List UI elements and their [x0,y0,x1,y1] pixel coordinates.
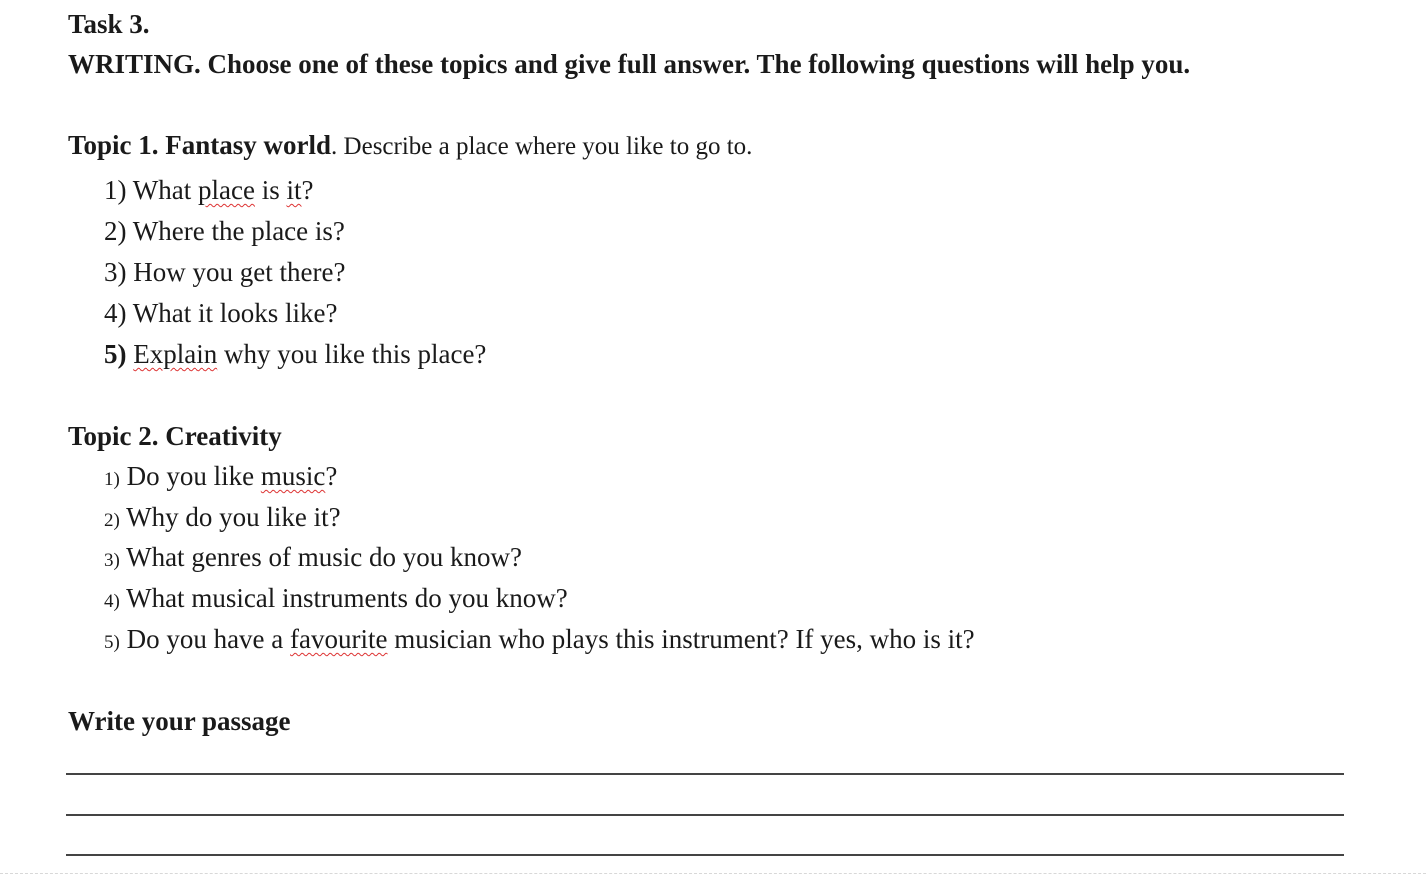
question-number: 2) [104,216,127,246]
topic2-question-3 [104,541,522,577]
topic1-question-1 [104,174,313,206]
question-text: Where the place is? [132,216,345,246]
question-text-part: why you like this place? [217,339,487,369]
task-instructions: WRITING. Choose one of these topics and give full answer. The following questions will help you. [68,49,1191,79]
question-number: 1) [104,469,120,490]
question-number: 3) [104,550,120,571]
spellcheck-flagged-word: Explain [133,339,218,369]
answer-line-3[interactable] [66,854,1344,856]
question-number: 3) [104,257,127,287]
answer-line-1[interactable] [66,773,1344,775]
topic2-question-1 [104,460,337,496]
answer-line-2[interactable] [66,814,1344,816]
topic1-question-2 [104,215,345,247]
topic1-question-4 [104,297,337,329]
question-text-part: Do you like [126,461,261,491]
question-text: What it looks like? [132,298,338,328]
question-text-part: is [254,175,287,205]
spellcheck-flagged-word: place [198,175,255,205]
question-number: 5) [104,632,120,653]
question-text-part: ? [325,461,338,491]
spellcheck-flagged-word: it [286,175,302,205]
question-text-part: Do you have a [126,624,291,654]
question-text: What musical instruments do you know? [126,583,568,613]
question-number: 5) [104,339,127,369]
task-title: Task 3. [68,9,150,39]
question-text-part: musician who plays this instrument? If yes, who is it? [387,624,975,654]
question-number: 4) [104,298,127,328]
question-number: 1) [104,175,127,205]
topic1-heading: Topic 1. Fantasy world [68,130,332,160]
page-bottom-divider [0,873,1426,874]
write-passage-heading: Write your passage [68,706,291,736]
topic2-heading: Topic 2. Creativity [68,421,282,451]
topic1-heading-line [68,129,752,163]
question-number: 2) [104,510,120,531]
spellcheck-flagged-word: music [260,461,326,491]
topic1-question-5 [104,338,486,370]
question-text-part: What [132,175,198,205]
question-text-part: ? [301,175,314,205]
topic2-question-2 [104,501,341,537]
question-text: How you get there? [133,257,346,287]
spellcheck-flagged-word: favourite [290,624,388,654]
topic2-question-4 [104,582,568,618]
topic2-question-5 [104,623,975,659]
question-text: What genres of music do you know? [126,542,522,572]
topic1-question-3 [104,256,345,288]
question-number: 4) [104,591,120,612]
question-text: Why do you like it? [126,502,341,532]
topic1-description: . Describe a place where you like to go to. [331,133,753,160]
